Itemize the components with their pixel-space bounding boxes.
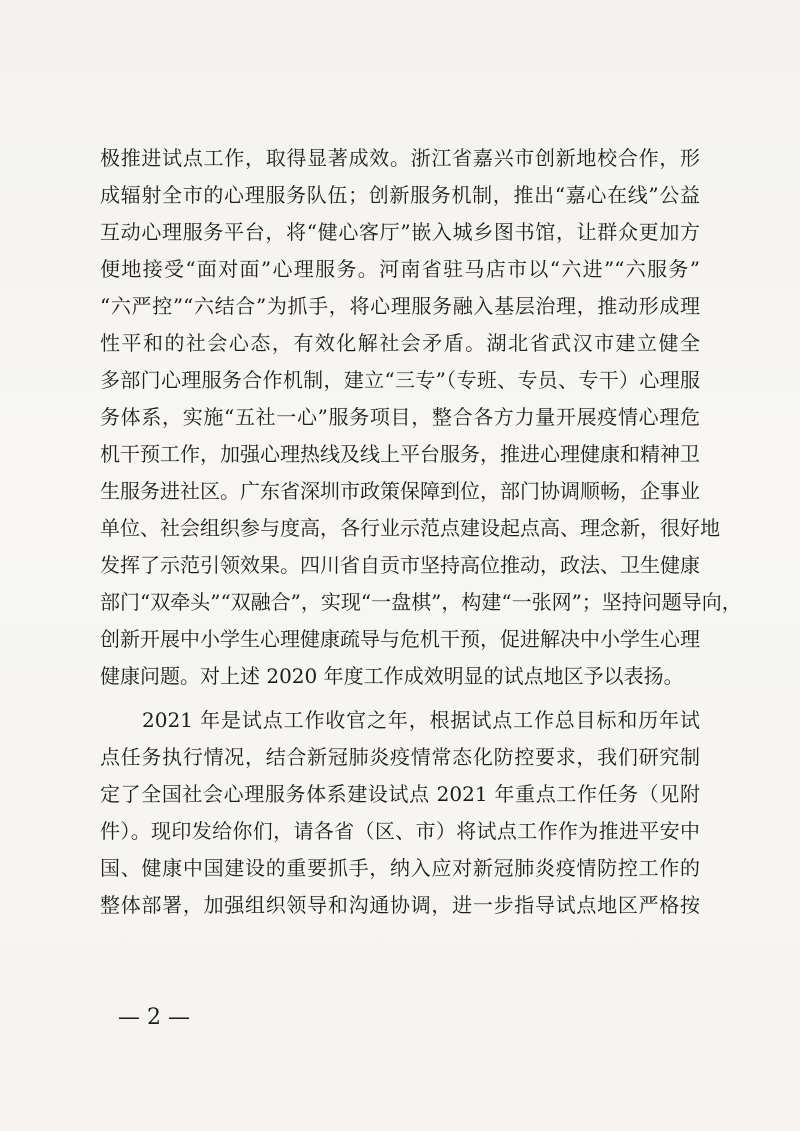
text-line: 生服务进社区。广东省深圳市政策保障到位，部门协调顺畅，企事业: [100, 479, 700, 503]
text-line: 极推进试点工作，取得显著成效。浙江省嘉兴市创新地校合作，形: [100, 146, 700, 170]
text-line: 机干预工作，加强心理热线及线上平台服务，推进心理健康和精神卫: [100, 442, 700, 466]
text-line: 发挥了示范引领效果。四川省自贡市坚持高位推动，政法、卫生健康: [100, 553, 700, 577]
text-line: 性平和的社会心态，有效化解社会矛盾。湖北省武汉市建立健全: [100, 331, 700, 355]
text-line: 互动心理服务平台，将“健心客厅”嵌入城乡图书馆，让群众更加方: [100, 220, 700, 244]
text-line: 多部门心理服务合作机制，建立“三专”（专班、专员、专干）心理服: [100, 368, 700, 392]
text-line: 务体系，实施“五社一心”服务项目，整合各方力量开展疫情心理危: [100, 405, 700, 429]
text-line: 部门“双牵头”“双融合”，实现“一盘棋”，构建“一张网”；坚持问题导向，: [100, 590, 742, 614]
text-line: 点任务执行情况，结合新冠肺炎疫情常态化防控要求，我们研究制: [100, 745, 700, 769]
page-number: — 2 —: [118, 1005, 190, 1030]
text-line: 健康问题。对上述 2020 年度工作成效明显的试点地区予以表扬。: [100, 664, 684, 688]
text-line: 创新开展中小学生心理健康疏导与危机干预，促进解决中小学生心理: [100, 627, 700, 651]
text-line: 国、健康中国建设的重要抓手，纳入应对新冠肺炎疫情防控工作的: [100, 856, 700, 880]
text-line: 单位、社会组织参与度高，各行业示范点建设起点高、理念新，很好地: [100, 516, 720, 540]
text-line: 整体部署，加强组织领导和沟通协调，进一步指导试点地区严格按: [100, 893, 700, 917]
text-line: “六严控”“六结合”为抓手，将心理服务融入基层治理，推动形成理: [100, 294, 700, 318]
text-line: 件）。现印发给你们，请各省（区、市）将试点工作作为推进平安中: [100, 819, 700, 843]
text-line: 成辐射全市的心理服务队伍；创新服务机制，推出“嘉心在线”公益: [100, 183, 700, 207]
text-line: 定了全国社会心理服务体系建设试点 2021 年重点工作任务（见附: [100, 782, 700, 806]
text-line: 2021 年是试点工作收官之年，根据试点工作总目标和历年试: [142, 708, 700, 732]
text-line: 便地接受“面对面”心理服务。河南省驻马店市以“六进”“六服务”: [100, 257, 700, 281]
